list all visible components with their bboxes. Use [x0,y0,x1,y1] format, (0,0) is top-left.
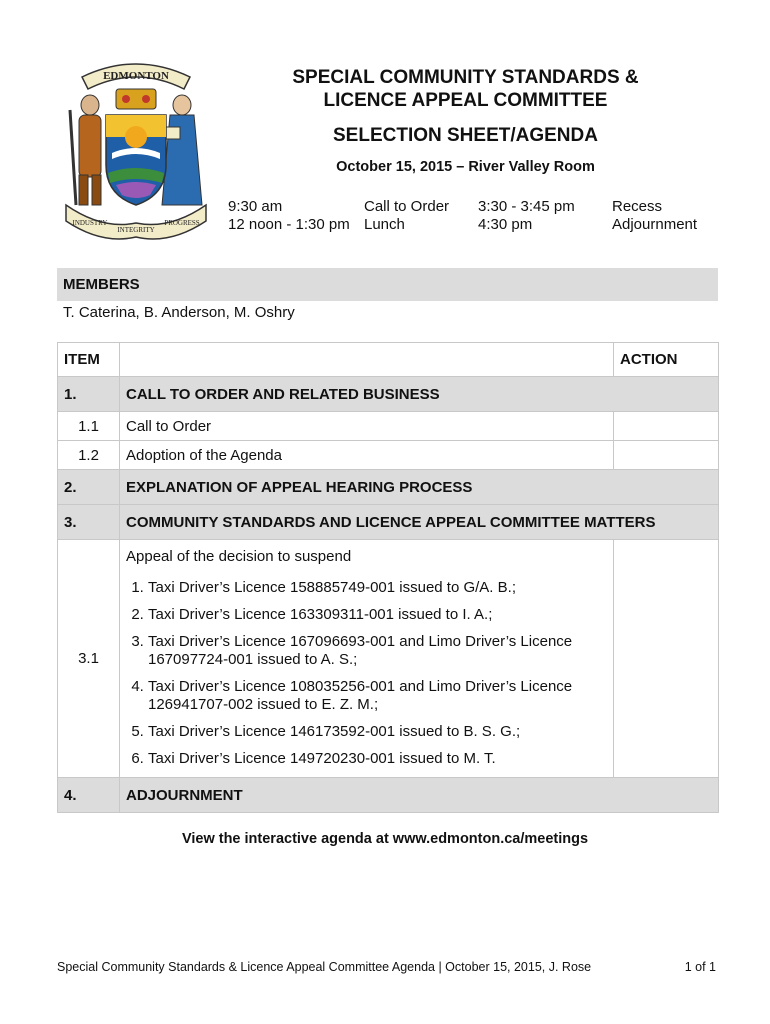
action-column-header: ACTION [614,343,719,377]
agenda-item-row [58,412,719,441]
action-cell [614,441,719,470]
action-cell [614,540,719,778]
section-title: ADJOURNMENT [120,778,719,813]
schedule-time: 12 noon - 1:30 pm [228,216,350,233]
schedule-times-2 [478,198,575,234]
section-title: EXPLANATION OF APPEAL HEARING PROCESS [120,470,719,505]
agenda-subtitle: SELECTION SHEET/AGENDA [333,125,598,146]
agenda-item-row [58,540,719,778]
section-number: 4. [58,778,120,813]
item-column-header: ITEM [58,343,120,377]
page-number: 1 of 1 [684,960,716,974]
svg-text:EDMONTON: EDMONTON [103,70,169,82]
schedule-event: Call to Order [364,198,450,215]
svg-text:INTEGRITY: INTEGRITY [117,226,155,234]
svg-text:INDUSTRY: INDUSTRY [72,219,108,227]
list-item: 2. Taxi Driver’s Licence 163309311-001 issued to I. A.; [148,606,607,624]
section-row [58,470,719,505]
agenda-item-row [58,441,719,470]
section-row [58,778,719,813]
section-number: 3. [58,505,120,540]
item-detail [120,540,614,778]
blank-column-header [120,343,614,377]
section-number: 2. [58,470,120,505]
schedule-event: Lunch [364,216,405,233]
matters-list [126,579,607,768]
section-row [58,377,719,412]
committee-title-line1: SPECIAL COMMUNITY STANDARDS & [292,67,639,88]
schedule-time: 3:30 - 3:45 pm [478,198,575,215]
date-location: October 15, 2015 – River Valley Room [336,159,595,175]
members-heading: MEMBERS [57,268,718,301]
svg-text:PROGRESS: PROGRESS [164,219,200,227]
list-item: 5. Taxi Driver’s Licence 146173592-001 issued to B. S. G.; [148,723,607,741]
agenda-table [57,342,719,813]
section-title: CALL TO ORDER AND RELATED BUSINESS [120,377,719,412]
schedule-time: 4:30 pm [478,216,533,233]
action-cell [614,412,719,441]
item-intro: Appeal of the decision to suspend [126,548,352,565]
schedule-times-1 [228,198,350,234]
list-item: 1. Taxi Driver’s Licence 158885749-001 issued to G/A. B.; [148,579,607,597]
city-crest-logo [62,55,210,245]
page-footer-text: Special Community Standards & Licence Appeal Committee Agenda | October 15, 2015, J. Rose [57,960,592,974]
interactive-agenda-link[interactable]: View the interactive agenda at www.edmonton.ca/meetings [181,831,589,847]
list-item: 3. Taxi Driver’s Licence 167096693-001 and Limo Driver’s Licence 167097724-001 issued to A. S.; [148,633,607,669]
item-text: Adoption of the Agenda [120,441,614,470]
members-list: T. Caterina, B. Anderson, M. Oshry [63,304,295,321]
item-number: 1.2 [58,441,120,470]
item-text: Call to Order [120,412,614,441]
schedule-event: Recess [612,198,663,215]
section-title: COMMUNITY STANDARDS AND LICENCE APPEAL COMMITTEE MATTERS [120,505,719,540]
item-number: 3.1 [58,540,120,778]
section-row [58,505,719,540]
committee-title-line2: LICENCE APPEAL COMMITTEE [323,90,608,111]
schedule-events-1 [364,198,449,234]
list-item: 4. Taxi Driver’s Licence 108035256-001 and Limo Driver’s Licence 126941707-002 issued to E. Z. M.; [148,678,607,714]
list-item: 6. Taxi Driver’s Licence 149720230-001 issued to M. T. [148,750,607,768]
item-number: 1.1 [58,412,120,441]
section-number: 1. [58,377,120,412]
schedule-time: 9:30 am [228,198,283,215]
table-header-row [58,343,719,377]
schedule-events-2 [612,198,697,234]
agenda-header [222,66,709,175]
schedule-event: Adjournment [612,216,698,233]
